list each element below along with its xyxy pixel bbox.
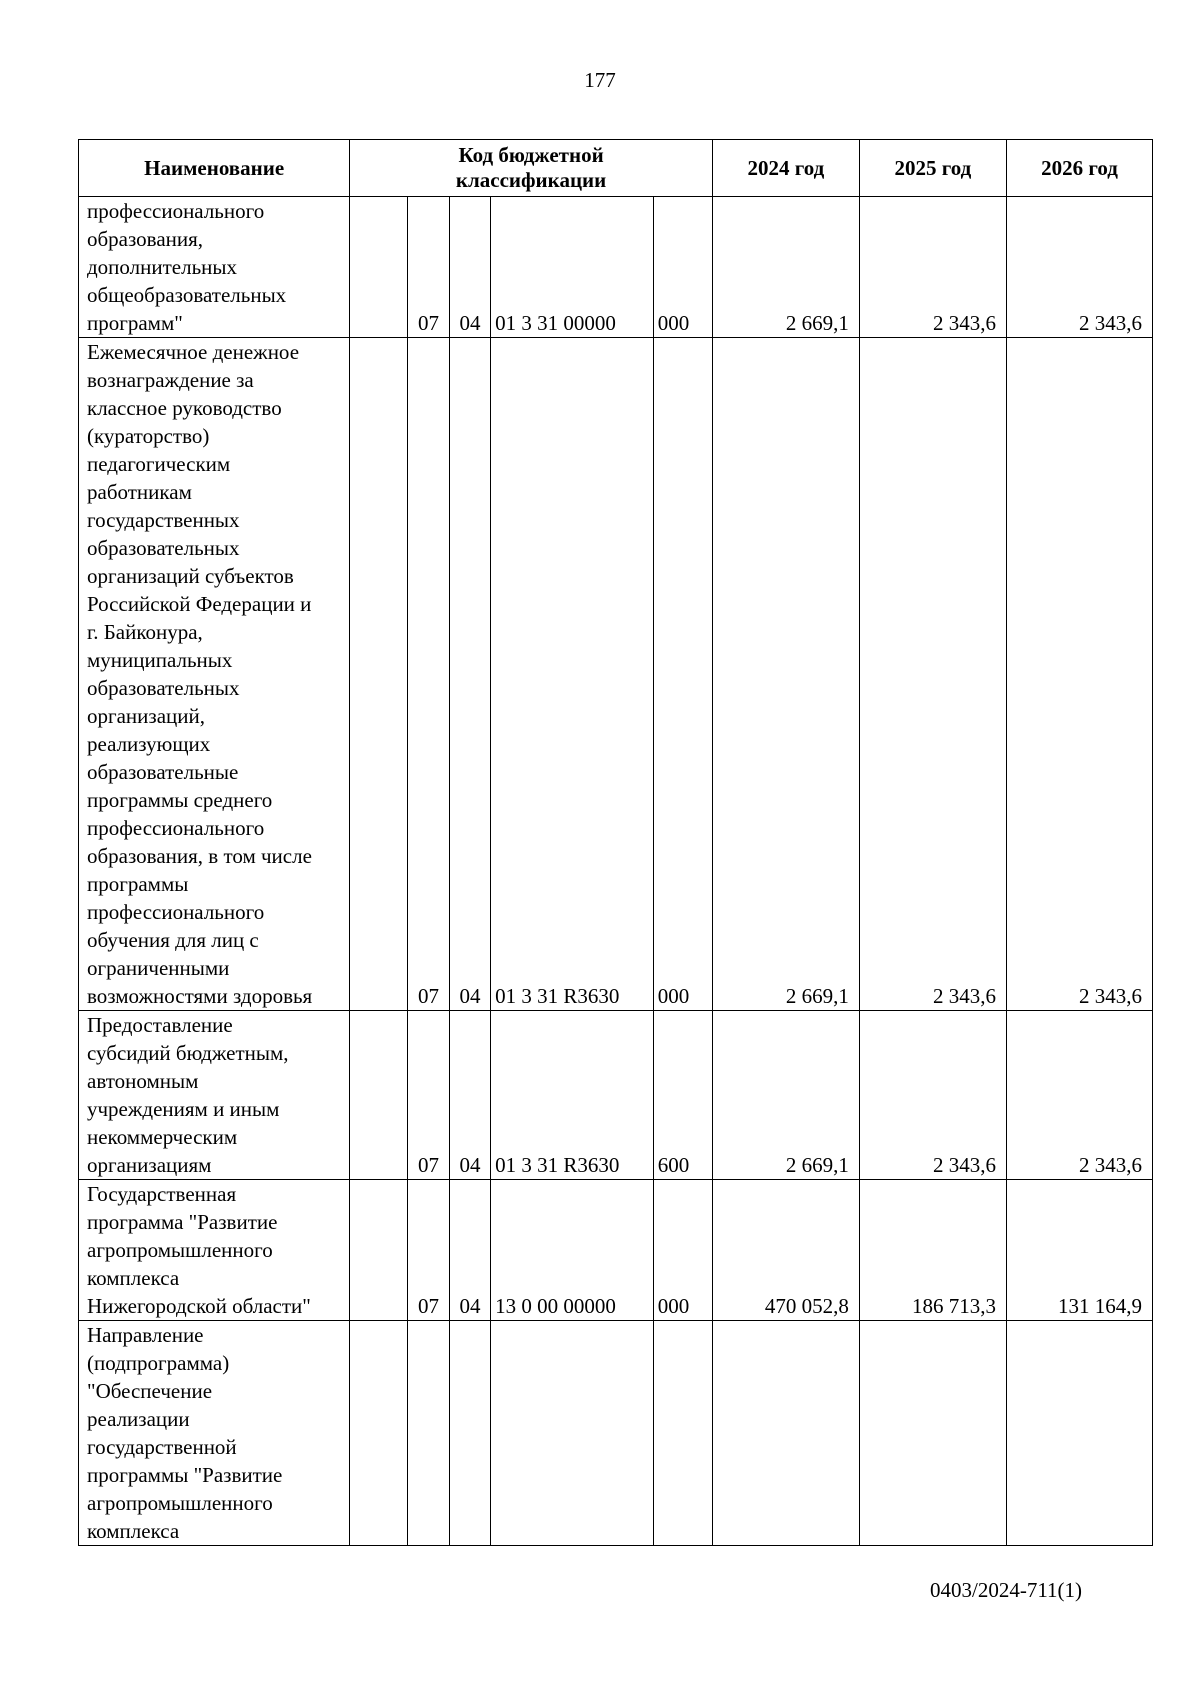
- value-2026: [1006, 1321, 1152, 1546]
- code-part: [350, 1321, 408, 1546]
- table-header-row: [79, 140, 1153, 197]
- table-row: [79, 338, 1153, 1011]
- code-expense-type: [653, 1321, 712, 1546]
- value-2024: 2 669,1: [712, 197, 859, 338]
- code-part: [350, 1180, 408, 1321]
- code-target-article: [491, 1321, 654, 1546]
- value-2025: 186 713,3: [859, 1180, 1006, 1321]
- code-target-article: 01 3 31 R3630: [491, 1011, 654, 1180]
- page-number: 177: [584, 68, 616, 92]
- code-subsection: 04: [449, 1011, 490, 1180]
- value-2026: 2 343,6: [1006, 1011, 1152, 1180]
- code-target-article: 13 0 00 00000: [491, 1180, 654, 1321]
- row-name: Государственная программа "Развитие агропромышленного комплекса Нижегородской области": [79, 1180, 350, 1321]
- row-name: Ежемесячное денежное вознаграждение за классное руководство (кураторство) педагогическим работникам государственных образовательных организаций субъектов Российской Федерации и г. Байконура, муниципальных образовательных организаций, реализующих образовательные программы среднего профессионального образования, в том числе программы профессионального обучения для лиц с ограниченными возможностями здоровья: [79, 338, 350, 1011]
- header-2024: 2024 год: [712, 140, 859, 197]
- code-subsection: 04: [449, 1180, 490, 1321]
- value-2025: 2 343,6: [859, 1011, 1006, 1180]
- value-2026: 131 164,9: [1006, 1180, 1152, 1321]
- code-target-article: 01 3 31 R3630: [491, 338, 654, 1011]
- code-section: 07: [408, 1180, 449, 1321]
- header-code: Код бюджетной классификации: [350, 140, 712, 197]
- value-2024: [712, 1321, 859, 1546]
- value-2025: 2 343,6: [859, 338, 1006, 1011]
- document-code: 0403/2024-711(1): [930, 1578, 1083, 1602]
- header-2025: 2025 год: [859, 140, 1006, 197]
- code-section: 07: [408, 338, 449, 1011]
- value-2025: [859, 1321, 1006, 1546]
- table-row: [79, 1011, 1153, 1180]
- table-row: [79, 1321, 1153, 1546]
- code-part: [350, 338, 408, 1011]
- budget-table: [78, 139, 1153, 1546]
- code-expense-type: 000: [653, 338, 712, 1011]
- value-2025: 2 343,6: [859, 197, 1006, 338]
- code-expense-type: 000: [653, 197, 712, 338]
- value-2024: 470 052,8: [712, 1180, 859, 1321]
- value-2026: 2 343,6: [1006, 338, 1152, 1011]
- header-2026: 2026 год: [1006, 140, 1152, 197]
- code-section: 07: [408, 197, 449, 338]
- code-expense-type: 000: [653, 1180, 712, 1321]
- code-part: [350, 1011, 408, 1180]
- code-target-article: 01 3 31 00000: [491, 197, 654, 338]
- code-subsection: 04: [449, 338, 490, 1011]
- code-section: [408, 1321, 449, 1546]
- table-row: [79, 197, 1153, 338]
- row-name: Направление (подпрограмма) "Обеспечение реализации государственной программы "Развитие агропромышленного комплекса: [79, 1321, 350, 1546]
- code-part: [350, 197, 408, 338]
- code-expense-type: 600: [653, 1011, 712, 1180]
- code-section: 07: [408, 1011, 449, 1180]
- code-subsection: 04: [449, 197, 490, 338]
- code-subsection: [449, 1321, 490, 1546]
- value-2024: 2 669,1: [712, 338, 859, 1011]
- header-name: Наименование: [79, 140, 350, 197]
- row-name: профессионального образования, дополнительных общеобразовательных программ": [79, 197, 350, 338]
- value-2026: 2 343,6: [1006, 197, 1152, 338]
- row-name: Предоставление субсидий бюджетным, автономным учреждениям и иным некоммерческим организациям: [79, 1011, 350, 1180]
- table-row: [79, 1180, 1153, 1321]
- value-2024: 2 669,1: [712, 1011, 859, 1180]
